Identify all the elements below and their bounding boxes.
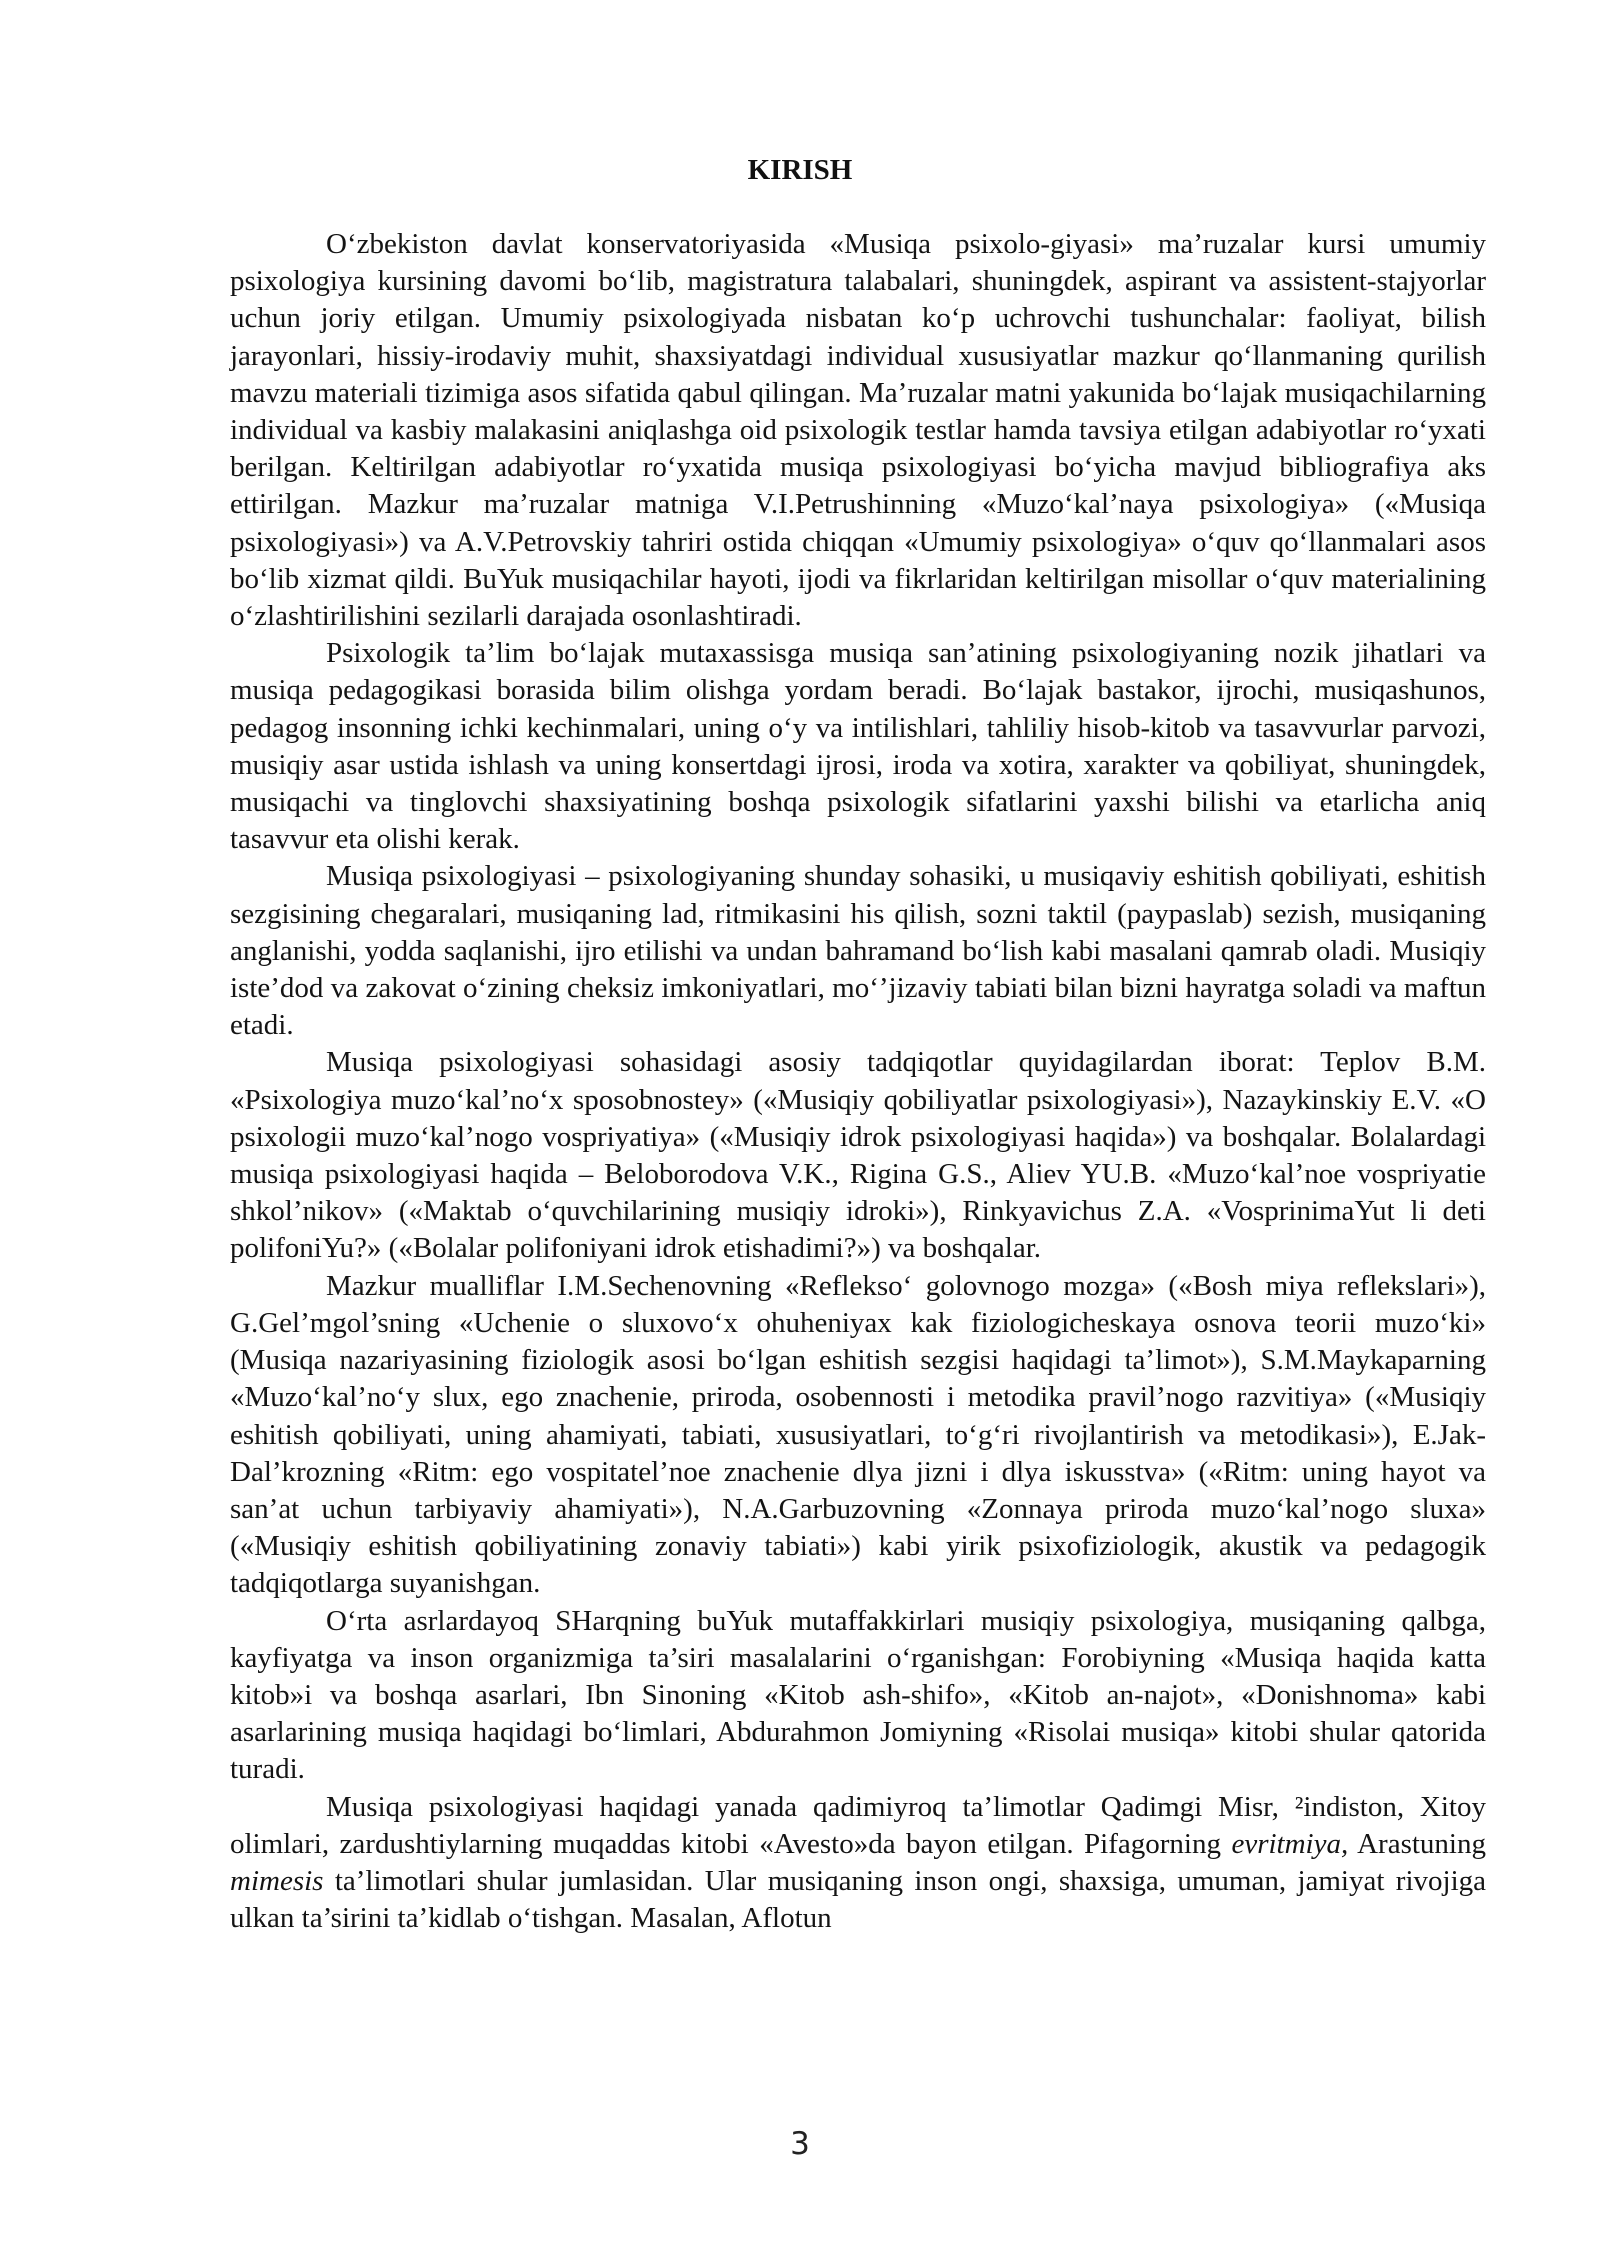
paragraph: O‘zbekiston davlat konservatoriyasida «Musiqa psixolo-giyasi» ma’ruzalar kursi umumiy psixologiya kursining davomi bo‘lib, magistratura talabalari, shuningdek, aspirant va assistent-stajyorlar uchun joriy etilgan. Umumiy psixologiyada nisbatan ko‘p uchrovchi tushunchalar: faoliyat, bilish jarayonlari, hissiy-irodaviy muhit, shaxsiyatdagi individual xususiyatlar mazkur qo‘llanmaning qurilish mavzu materiali tizimiga asos sifatida qabul qilingan. Ma’ruzalar matni yakunida bo‘lajak musiqachilarning individual va kasbiy malakasini aniqlashga oid psixologik testlar hamda tavsiya etilgan adabiyotlar ro‘yxati berilgan. Keltirilgan adabiyotlar ro‘yxatida musiqa psixologiyasi bo‘yicha mavjud bibliografiya aks ettirilgan. Mazkur ma’ruzalar matniga V.I.Petrushinning «Muzo‘kal’naya psixologiya» («Musiqa psixologiyasi») va A.V.Petrovskiy tahriri ostida chiqqan «Umumiy psixologiya» o‘quv qo‘llanmalari asos bo‘lib xizmat qildi. BuYuk musiqachilar hayoti, ijodi va fikrlaridan keltirilgan misollar o‘quv materialining o‘zlashtirilishini sezilarli darajada osonlashtiradi. [230,228,1486,633]
paragraph: Psixologik ta’lim bo‘lajak mutaxassisga musiqa san’atining psixologiyaning nozik jihatlari va musiqa pedagogikasi borasida bilim olishga yordam beradi. Bo‘lajak bastakor, ijrochi, musiqashunos, pedagog insonning ichki kechinmalari, uning o‘y va intilishlari, tahliliy hisob-kitob va tasavvurlar parvozi, musiqiy asar ustida ishlash va uning konsertdagi ijrosi, iroda va xotira, xarakter va qobiliyat, shuningdek, musiqachi va tinglovchi shaxsiyatining boshqa psixologik sifatlarini yaxshi bilishi va etarlicha aniq tasavvur eta olishi kerak. [230,637,1486,856]
paragraph: O‘rta asrlardayoq SHarqning buYuk mutaffakkirlari musiqiy psixologiya, musiqaning qalbga, kayfiyatga va inson organizmiga ta’siri masalalarini o‘rganishgan: Forobiyning «Musiqa haqida katta kitob»i va boshqa asarlari, Ibn Sinoning «Kitob ash-shifo», «Kitob an-najot», «Donishnoma» kabi asarlarining musiqa haqidagi bo‘limlari, Abdurahmon Jomiyning «Risolai musiqa» kitobi shular qatorida turadi. [230,1604,1486,1786]
text-run: ta’limotlari shular jumlasidan. Ular musiqaning inson ongi, shaxsiga, umuman, jamiyat rivojiga ulkan ta’sirini ta’kidlab o‘tishgan. Masalan, Aflotun [230,1864,1486,1935]
italic-term-mimesis: mimesis [230,1864,324,1897]
page-title: KIRISH [747,154,853,186]
text-run: Arastuning [1348,1827,1486,1860]
text-run: Musiqa psixologiyasi haqidagi yanada qadimiyroq ta’limotlar Qadimgi Misr, ²indiston, Xitoy olimlari, zardushtiylarning muqaddas kitobi «Avesto»da bayon etilgan. Pifagorning [230,1790,1486,1860]
italic-term-evritmiya: evritmiya, [1231,1827,1349,1860]
body-text [230,226,1486,1937]
paragraph: Musiqa psixologiyasi sohasidagi asosiy tadqiqotlar quyidagilardan iborat: Teplov B.M. «Psixologiya muzo‘kal’no‘x sposobnostey» («Musiqiy qobiliyatlar psixologiyasi»), Nazaykinskiy E.V. «O psixologii muzo‘kal’nogo vospriyatiya» («Musiqiy idrok psixologiyasi haqida») va boshqalar. Bolalardagi musiqa psixologiyasi haqida – Beloborodova V.K., Rigina G.S., Aliev YU.B. «Muzo‘kal’noe vospriyatie shkol’nikov» («Maktab o‘quvchilarining musiqiy idroki»), Rinkyavichus Z.A. «VosprinimaYut li deti polifoniYu?» («Bolalar polifoniyani idrok etishadimi?») va boshqalar. [230,1046,1486,1265]
paragraph: Musiqa psixologiyasi – psixologiyaning shunday sohasiki, u musiqaviy eshitish qobiliyati, eshitish sezgisining chegaralari, musiqaning lad, ritmikasini his qilish, sozni taktil (paypaslab) sezish, musiqaning anglanishi, yodda saqlanishi, ijro etilishi va undan bahramand bo‘lish kabi masalani qamrab oladi. Musiqiy iste’dod va zakovat o‘zining cheksiz imkoniyatlari, mo‘’jizaviy tabiati bilan bizni hayratga soladi va maftun etadi. [230,860,1486,1042]
page-number: 3 [790,2126,810,2162]
paragraph: Mazkur mualliflar I.M.Sechenovning «Reflekso‘ golovnogo mozga» («Bosh miya reflekslari»), G.Gel’mgol’sning «Uchenie o sluxovo‘x ohuheniyax kak fiziologicheskaya osnova teorii muzo‘ki» (Musiqa nazariyasining fiziologik asosi bo‘lgan eshitish sezgisi haqidagi ta’limot»), S.M.Maykaparning «Muzo‘kal’no‘y slux, ego znachenie, priroda, osobennosti i metodika pravil’nogo razvitiya» («Musiqiy eshitish qobiliyati, uning ahamiyati, tabiati, xususiyatlari, to‘g‘ri rivojlantirish va metodikasi»), E.Jak-Dal’krozning «Ritm: ego vospitatel’noe znachenie dlya jizni i dlya iskusstva» («Ritm: uning hayot va san’at uchun tarbiyaviy ahamiyati»), N.A.Garbuzovning «Zonnaya priroda muzo‘kal’nogo sluxa» («Musiqiy eshitish qobiliyatining zonaviy tabiati») kabi yirik psixofiziologik, akustik va pedagogik tadqiqotlarga suyanishgan. [230,1269,1486,1600]
paragraph-last [230,1789,1486,1938]
